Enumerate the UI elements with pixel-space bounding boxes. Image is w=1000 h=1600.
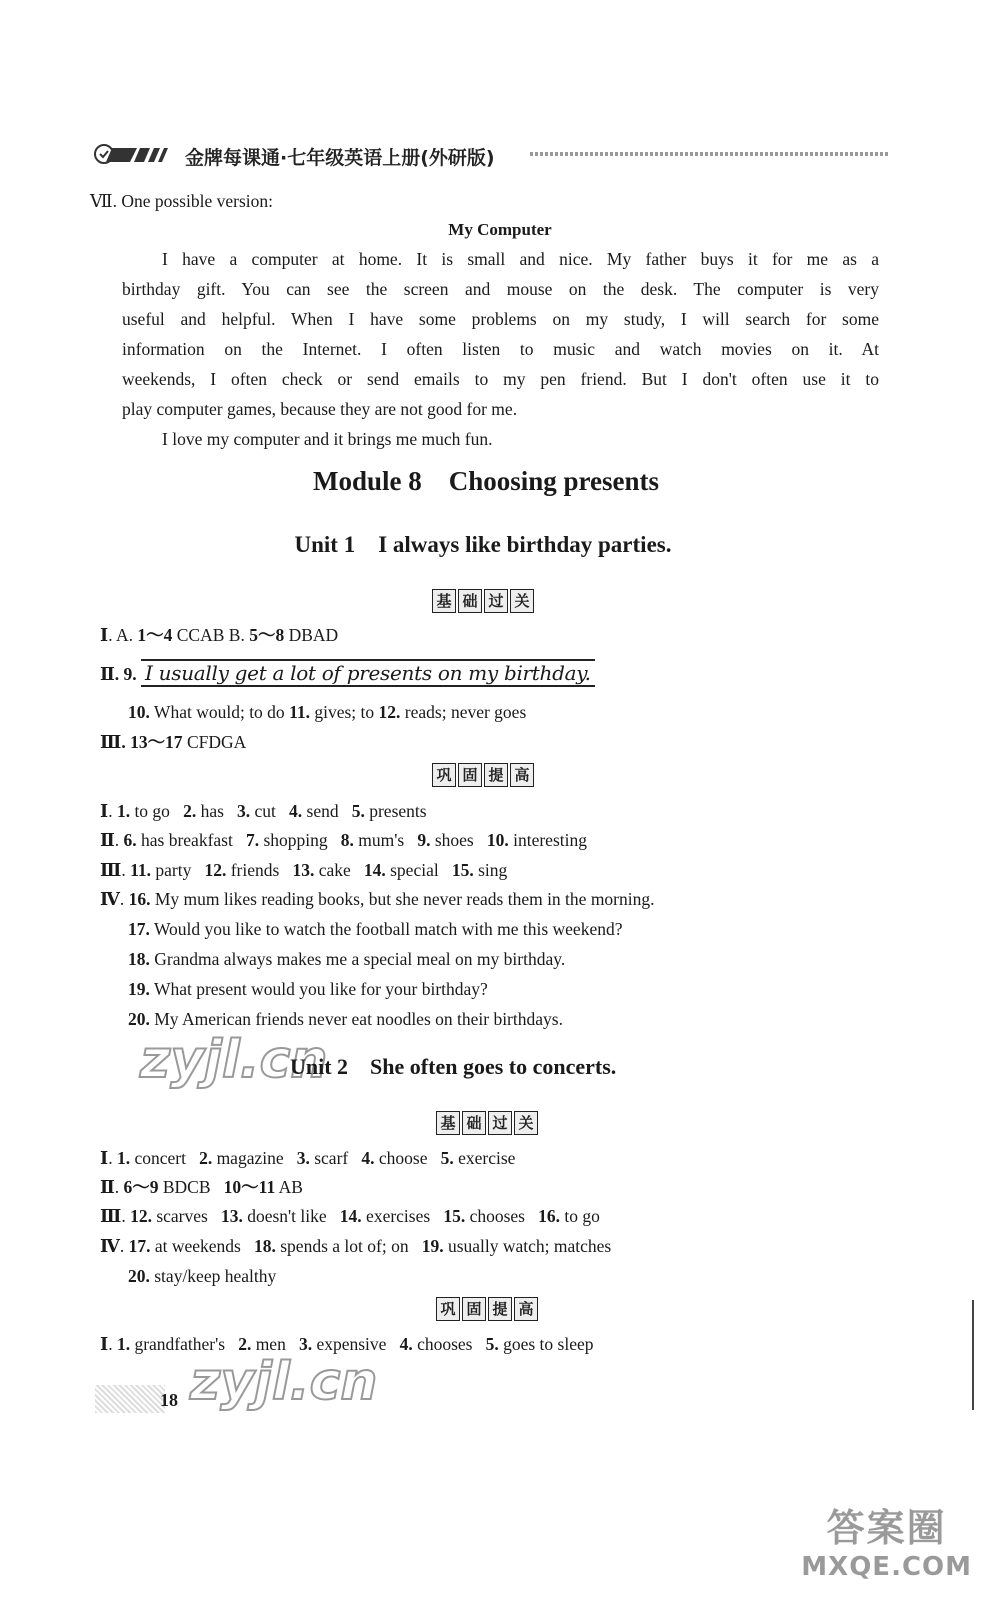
answer-text: What would; to do [149,702,290,722]
essay-line: I have a computer at home. It is small and nice. My father buys it for me as a [162,249,879,269]
answer-text: to go [134,801,170,821]
answer-text: chooses [469,1206,525,1226]
answer-text: expensive [316,1334,387,1354]
answer-line: Ⅰ. 1. concert 2. magazine 3. scarf 4. choose 5. exercise [100,1148,516,1168]
roman-numeral: Ⅱ [100,664,115,684]
badge-char: 过 [488,1111,512,1135]
answer-text: party [155,860,192,880]
essay-title: My Computer [448,220,552,239]
answer-text: has [200,801,224,821]
answer-line [128,979,488,999]
essay-line: information on the Internet. I often listen to music and watch movies on it. At [122,339,879,359]
badge-char: 关 [510,589,534,613]
essay-closing: I love my computer and it brings me much fun. [162,429,493,449]
answer-text: friends [230,860,280,880]
question-number: 3. [237,801,251,821]
answer-text: doesn't like [247,1206,327,1226]
answer-text: . A. [108,625,138,645]
answer-line: Ⅳ. 16. My mum likes reading books, but she never reads them in the morning. [100,889,655,909]
answer-line: Ⅲ. 12. scarves 13. doesn't like 14. exercises 15. chooses 16. to go [100,1206,600,1226]
answer-line [100,732,246,752]
badge-char: 础 [458,589,482,613]
question-number: 18. [128,949,150,969]
badge-char: 关 [514,1111,538,1135]
badge-char: 础 [462,1111,486,1135]
answer-text: men [255,1334,286,1354]
question-number: 13. [292,860,315,880]
answer-text: goes to sleep [503,1334,594,1354]
question-number: 13. [220,1206,243,1226]
roman-numeral: Ⅱ [100,1177,115,1197]
question-number: 2. [183,801,197,821]
section-badge-improve [432,763,536,787]
module-title: Module 8 Choosing presents [312,466,660,496]
answer-text: shopping [263,830,328,850]
answer-text: CFDGA [182,732,247,752]
answer-text: scarf [314,1148,349,1168]
answer-text: at weekends [154,1236,241,1256]
question-number: 12. [378,702,401,722]
question-number: 6～9 [123,1177,159,1197]
answer-text: sing [478,860,508,880]
question-number: 16. [538,1206,560,1226]
badge-char: 基 [432,589,456,613]
essay-line: weekends, I often check or send emails to my pen friend. But I don't often use it to [122,369,879,389]
answer-text: chooses [417,1334,473,1354]
essay-line: birthday gift. You can see the screen and mouse on the desk. The computer is very [122,279,879,299]
question-number: 19. [128,979,150,999]
roman-numeral: Ⅲ [100,1206,122,1226]
answer-text: shoes [434,830,474,850]
question-number: 14. [363,860,386,880]
question-number: 5. [440,1148,454,1168]
answer-text: interesting [513,830,587,850]
corner-logo [801,1497,972,1582]
question-number: 14. [339,1206,362,1226]
question-number: . 13～17 [121,732,183,752]
badge-char: 固 [462,1297,486,1321]
answer-text: CCAB B. [172,625,250,645]
question-number: 15. [451,860,474,880]
handwritten-sentence: I usually get a lot of presents on my birthday. [141,659,595,687]
answer-text: has breakfast [141,830,233,850]
badge-char: 提 [488,1297,512,1321]
answer-text: BDCB [162,1177,211,1197]
answer-text: to go [564,1206,600,1226]
answer-line: Ⅲ. 11. party 12. friends 13. cake 14. special 15. sing [100,860,508,880]
question-number: 5～8 [249,625,285,645]
question-number: 4. [361,1148,375,1168]
answer-text: mum's [358,830,405,850]
roman-numeral: Ⅱ [100,830,115,850]
question-number: 1～4 [137,625,173,645]
answer-line [128,702,526,722]
question-number: 17. [128,919,150,939]
answer-text: exercises [366,1206,431,1226]
question-number: 3. [298,1334,313,1354]
badge-char: 巩 [436,1297,460,1321]
answer-text: exercise [458,1148,516,1168]
book-title: 金牌每课通·七年级英语上册(外研版) [185,147,495,169]
badge-char: 高 [514,1297,538,1321]
question-number: 1. [116,1148,131,1168]
badge-char: 基 [436,1111,460,1135]
question-number: 2. [238,1334,252,1354]
question-number: 2. [199,1148,213,1168]
answer-line: Ⅱ. 6. has breakfast 7. shopping 8. mum's 9. shoes 10. interesting [100,830,587,850]
answer-text: reads; never goes [400,702,527,722]
question-number: 5. [351,801,365,821]
answer-line [128,949,565,969]
question-number: 19. [421,1236,444,1256]
section-badge-basic [432,589,536,613]
answer-text: spends a lot of; on [280,1236,409,1256]
badge-char: 高 [510,763,534,787]
question-number: 10. [486,830,509,850]
essay-label: Ⅶ. One possible version: [90,191,273,211]
question-number: 17. [128,1236,151,1256]
medal-ribbon-icon [92,140,172,170]
answer-text: presents [369,801,427,821]
corner-logo-top: 答案圈 [826,1506,947,1550]
answer-line [128,919,622,939]
page-number: 18 [160,1390,178,1410]
question-number: 4. [399,1334,413,1354]
roman-numeral: Ⅳ [100,1236,120,1256]
roman-numeral: Ⅲ [100,860,122,880]
question-number: 20. [128,1009,150,1029]
answer-text: choose [378,1148,428,1168]
answer-line [100,663,595,684]
answer-text: cake [318,860,351,880]
roman-numeral: Ⅲ [100,732,122,752]
answer-text: DBAD [284,625,339,645]
answer-line [100,625,338,645]
answer-text: concert [134,1148,186,1168]
answer-text: My American friends never eat noodles on their birthdays. [154,1009,563,1029]
question-number: 20. [128,1266,150,1286]
badge-char: 提 [484,763,508,787]
badge-char: 过 [484,589,508,613]
unit-2-title: Unit 2 She often goes to concerts. [290,1054,617,1079]
page-header [90,138,890,178]
answer-text: Grandma always makes me a special meal on my birthday. [154,949,566,969]
answer-text: cut [254,801,276,821]
question-number: 12. [204,860,227,880]
answer-text: grandfather's [134,1334,226,1354]
badge-char: 巩 [432,763,456,787]
answer-line [128,1009,563,1029]
answer-text: My mum likes reading books, but she never reads them in the morning. [154,889,655,909]
answer-line: Ⅳ. 17. at weekends 18. spends a lot of; on 19. usually watch; matches [100,1236,612,1256]
question-number: 7. [245,830,260,850]
answer-line [128,1266,276,1286]
roman-numeral: Ⅳ [100,889,120,909]
question-number: 5. [485,1334,499,1354]
answer-text: usually watch; matches [447,1236,612,1256]
question-number: 16. [128,889,151,909]
question-number: 4. [289,801,303,821]
section-badge-basic [436,1111,540,1135]
roman-numeral: Ⅰ [100,625,109,645]
page-number-shade [95,1385,165,1413]
answer-text: send [306,801,339,821]
question-number: 11. [130,860,151,880]
unit-1-title: Unit 1 I always like birthday parties. [294,532,672,557]
header-rule [530,152,890,156]
answer-text: AB [278,1177,303,1197]
answer-text: magazine [216,1148,284,1168]
answer-line: Ⅰ. 1. grandfather's 2. men 3. expensive 4. chooses 5. goes to sleep [100,1334,594,1354]
question-number: 1. [116,1334,131,1354]
essay-line: useful and helpful. When I have some problems on my study, I will search for some [122,309,879,329]
question-number: 3. [296,1148,310,1168]
answer-line: Ⅰ. 1. to go 2. has 3. cut 4. send 5. presents [100,801,427,821]
answer-text: special [390,860,439,880]
question-number: 10～11 [223,1177,276,1197]
answer-line: Ⅱ. 6～9 BDCB 10～11 AB [100,1177,303,1197]
question-number: 10. [128,702,150,722]
question-number: 8. [340,830,354,850]
watermark: zyjl.cn [190,1352,378,1412]
question-number: 11. [289,702,310,722]
question-number: . 9. [114,664,141,684]
answer-text: stay/keep healthy [154,1266,277,1286]
answer-text: scarves [156,1206,208,1226]
question-number: 1. [116,801,131,821]
question-number: 15. [443,1206,466,1226]
roman-numeral: Ⅰ [100,1334,109,1354]
question-number: 18. [254,1236,276,1256]
question-number: 9. [417,830,431,850]
question-number: 6. [123,830,137,850]
roman-numeral: Ⅰ [100,1148,109,1168]
corner-logo-bottom: MXQE.COM [801,1552,972,1582]
answer-text: gives; to [309,702,379,722]
answer-text: What present would you like for your birthday? [153,979,488,999]
question-number: 12. [130,1206,152,1226]
essay-body [122,244,879,454]
badge-char: 固 [458,763,482,787]
watermark: zyjl.cn [140,1030,328,1090]
essay-line: play computer games, because they are not good for me. [122,399,518,419]
answer-text: Would you like to watch the football match with me this weekend? [153,919,623,939]
binding-edge-line [972,1300,974,1410]
section-badge-improve [436,1297,540,1321]
roman-numeral: Ⅰ [100,801,109,821]
